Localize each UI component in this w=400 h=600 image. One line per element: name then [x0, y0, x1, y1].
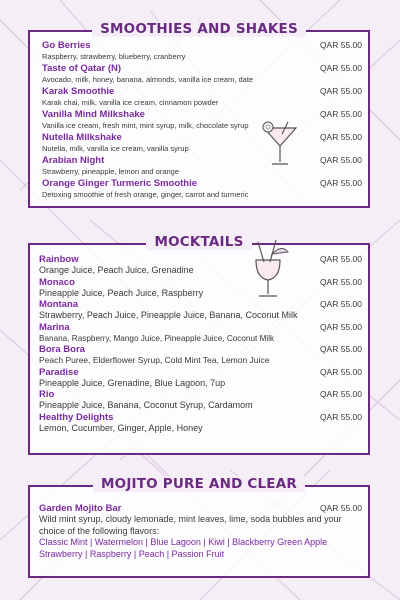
item-desc: Banana, Raspberry, Mango Juice, Pineapple Juice, Coconut Milk	[39, 333, 275, 343]
menu-item[interactable]	[39, 367, 362, 390]
item-desc: Wild mint syrup, cloudy lemonade, mint leaves, lime, soda bubbles and your choice of the following flavors:	[39, 514, 342, 536]
menu-item[interactable]	[39, 503, 362, 560]
item-price: QAR 55.00	[319, 344, 362, 354]
item-desc: Pineapple Juice, Peach Juice, Raspberry	[39, 287, 204, 298]
item-price: QAR 55.00	[319, 321, 362, 332]
item-price: QAR 55.00	[319, 411, 362, 422]
item-name: Healthy Delights	[39, 411, 114, 423]
item-price: QAR 55.00	[319, 63, 362, 73]
item-price: QAR 55.00	[319, 132, 362, 142]
item-desc: Peach Puree, Elderflower Syrup, Cold Mint Tea, Lemon Juice	[39, 355, 270, 365]
item-desc: Nutella, milk, vanilla ice cream, vanilla syrup	[42, 144, 189, 153]
item-desc: Orange Juice, Peach Juice, Grenadine	[39, 265, 194, 275]
item-price: QAR 55.00	[319, 178, 362, 188]
smoothies-section	[28, 21, 370, 208]
menu-item[interactable]	[39, 277, 362, 300]
mojito-section	[28, 476, 370, 578]
item-desc: Detoxing smoothie of fresh orange, ginger, carrot and turmeric	[42, 190, 249, 199]
item-name: Orange Ginger Turmeric Smoothie	[42, 178, 198, 189]
menu-item[interactable]	[39, 389, 362, 412]
item-price: QAR 55.00	[319, 155, 362, 165]
menu-item[interactable]	[39, 344, 362, 367]
item-price: QAR 55.00	[319, 299, 362, 309]
section-title: MOCKTAILS	[146, 234, 251, 250]
item-price: QAR 55.00	[319, 109, 362, 119]
menu-item[interactable]	[39, 299, 362, 322]
item-name: Montana	[39, 299, 79, 310]
item-price: QAR 55.00	[319, 86, 362, 96]
item-flavors: Classic Mint | Watermelon | Blue Lagoon | Kiwi | Blackberry Green Apple Strawberry | Raspberry | Peach | Passion Fruit	[39, 537, 328, 559]
cocktail-glass-icon	[246, 238, 290, 302]
martini-glass-icon	[258, 118, 302, 168]
item-name: Marina	[39, 321, 70, 333]
menu-item[interactable]	[39, 322, 362, 345]
item-name: Bora Bora	[39, 344, 85, 355]
item-price: QAR 55.00	[319, 366, 362, 377]
item-price: QAR 55.00	[319, 389, 362, 399]
item-desc: Avocado, milk, honey, banana, almonds, vanilla ice cream, date	[42, 75, 254, 84]
item-desc: Pineapple Juice, Banana, Coconut Syrup, Cardamom	[39, 400, 253, 410]
menu-item[interactable]	[39, 412, 362, 435]
item-name: Paradise	[39, 366, 79, 378]
item-name: Rainbow	[39, 254, 79, 265]
item-desc: Lemon, Cucumber, Ginger, Apple, Honey	[39, 422, 203, 433]
menu-item[interactable]	[42, 178, 362, 200]
item-price: QAR 55.00	[319, 40, 362, 50]
item-desc: Raspberry, strawberry, blueberry, cranberry	[42, 52, 186, 61]
item-desc: Strawberry, Peach Juice, Pineapple Juice, Banana, Coconut Milk	[39, 310, 298, 320]
item-name: Taste of Qatar (N)	[42, 63, 122, 74]
menu-item[interactable]	[39, 254, 362, 277]
menu-item[interactable]	[42, 63, 362, 85]
menu-item[interactable]	[42, 155, 362, 177]
section-title: SMOOTHIES AND SHAKES	[92, 21, 306, 37]
item-name: Vanilla Mind Milkshake	[42, 109, 145, 120]
item-price: QAR 55.00	[319, 276, 362, 287]
item-desc: Karak chai, milk, vanilla ice cream, cinnamon powder	[42, 98, 219, 107]
item-name: Go Berries	[42, 40, 91, 51]
menu-item[interactable]	[42, 109, 362, 131]
mocktails-section	[28, 234, 370, 455]
item-name: Rio	[39, 389, 55, 400]
item-name: Nutella Milkshake	[42, 132, 122, 143]
menu-item[interactable]	[42, 40, 362, 62]
menu-item[interactable]	[42, 86, 362, 108]
section-title: MOJITO PURE AND CLEAR	[93, 476, 305, 492]
item-price: QAR 55.00	[319, 503, 362, 513]
item-desc: Vanilla ice cream, fresh mint, mint syrup, milk, chocolate syrup	[42, 121, 249, 130]
item-desc: Strawberry, pineapple, lemon and orange	[42, 167, 180, 176]
item-price: QAR 55.00	[319, 254, 362, 264]
item-name: Arabian Night	[42, 155, 105, 166]
item-name: Karak Smoothie	[42, 86, 115, 97]
item-name: Monaco	[39, 276, 75, 288]
menu-item[interactable]	[42, 132, 362, 154]
item-desc: Pineapple Juice, Grenadine, Blue Lagoon, 7up	[39, 377, 226, 388]
item-name: Garden Mojito Bar	[39, 503, 122, 514]
